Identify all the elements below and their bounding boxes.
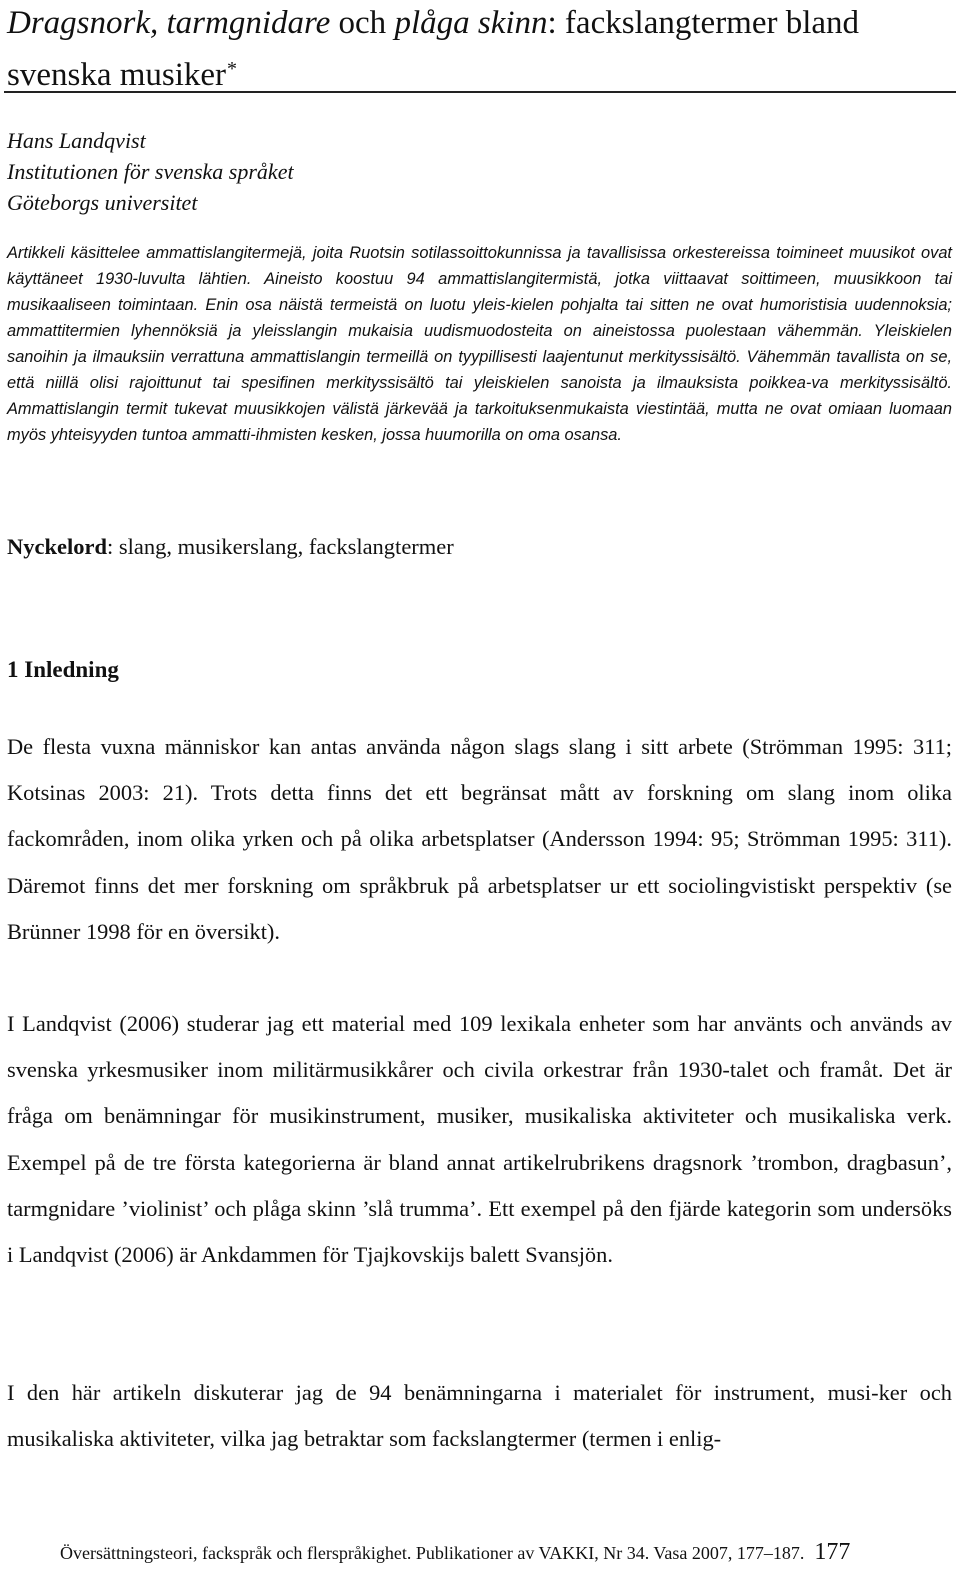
footer-citation: Översättningsteori, fackspråk och flerspråkighet. Publikationer av VAKKI, Nr 34. Vasa 2007, 177–187. [60, 1543, 805, 1563]
page-footer [60, 1538, 960, 1567]
keywords [7, 530, 952, 564]
section-heading: 1 Inledning [7, 657, 119, 682]
title-part-1: Dragsnork, tarmgnidare [7, 5, 331, 41]
page-number: 177 [814, 1539, 851, 1565]
keywords-label: Nyckelord [7, 534, 107, 559]
article-title [7, 0, 957, 98]
author-name: Hans Landqvist [7, 128, 146, 153]
title-footnote-mark: * [227, 58, 238, 80]
paragraph-3: I den här artikeln diskuterar jag de 94 benämningarna i materialet för instrument, musi-ker och musikaliska aktiviteter, vilka jag betraktar som fackslangtermer (termen i enlig- [7, 1380, 952, 1452]
author-university: Göteborgs universitet [7, 190, 198, 215]
keywords-value: : slang, musikerslang, fackslangtermer [107, 534, 454, 559]
author-block [7, 125, 907, 218]
author-department: Institutionen för svenska språket [7, 159, 294, 184]
title-rest: : fackslangtermer bland svenska musiker [7, 5, 860, 93]
paragraph-1: De flesta vuxna människor kan antas använda någon slags slang i sitt arbete (Strömman 1995: 311; Kotsinas 2003: 21). Trots detta finns det ett begränsat mått av forskning om slang inom olika fackområden, inom olika yrken och på olika arbetsplatser (Andersson 1994: 95; Strömman 1995: 311). Däremot finns det mer forskning om språkbruk på arbetsplatser ur ett sociolingvistiskt perspektiv (se Brünner 1998 för en översikt). [7, 734, 952, 944]
abstract: Artikkeli käsittelee ammattislangitermejä, joita Ruotsin sotilassoittokunnissa ja tavallisissa orkestereissa toimineet muusikot ovat käyttäneet 1930-luvulta lähtien. Aineisto koostuu 94 ammattislangitermistä, jotka viittaavat soittimeen, muusikkoon tai musikaaliseen toimintaan. Enin osa näistä termeistä on luotu yleis-kielen pohjalta tai sitten ne ovat humoristisia uudennoksia; ammattitermien lyhennöksiä ja yleisslangin mukaisia uudismuodosteita on aineistossa puolestaan vähemmän. Yleiskielen sanoihin ja ilmauksiin verrattuna ammattislangin termeillä on tyypillisesti laajentunut merkityssisältö. Vähemmän tavallista on se, että niillä olisi rajoittunut tai spesifinen merkityssisältö tai yleiskielen sanoista ja ilmauksista poikkea-va merkityssisältö. Ammattislangin termit tukevat muusikkojen välistä järkevää ja tarkoituksenmukaista viestintää, mutta ne ovat omiaan luomaan myös yhteisyyden tuntoa ammatti-ihmisten kesken, jossa huumorilla on oma osansa. [7, 244, 952, 444]
title-divider [4, 91, 956, 93]
title-conjunction: och [330, 5, 395, 41]
paragraph-2: I Landqvist (2006) studerar jag ett material med 109 lexikala enheter som har använts och används av svenska yrkesmusiker inom militärmusikkårer och civila orkestrar från 1930-talet och framåt. Det är fråga om benämningar för musikinstrument, musiker, musikaliska aktiviteter och musikaliska verk. Exempel på de tre första kategorierna är bland annat artikelrubrikens dragsnork ’trombon, dragbasun’, tarmgnidare ’violinist’ och plåga skinn ’slå trumma’. Ett exempel på den fjärde kategorin som undersöks i Landqvist (2006) är Ankdammen för Tjajkovskijs balett Svansjön. [7, 1011, 952, 1268]
title-part-2: plåga skinn [394, 5, 548, 41]
